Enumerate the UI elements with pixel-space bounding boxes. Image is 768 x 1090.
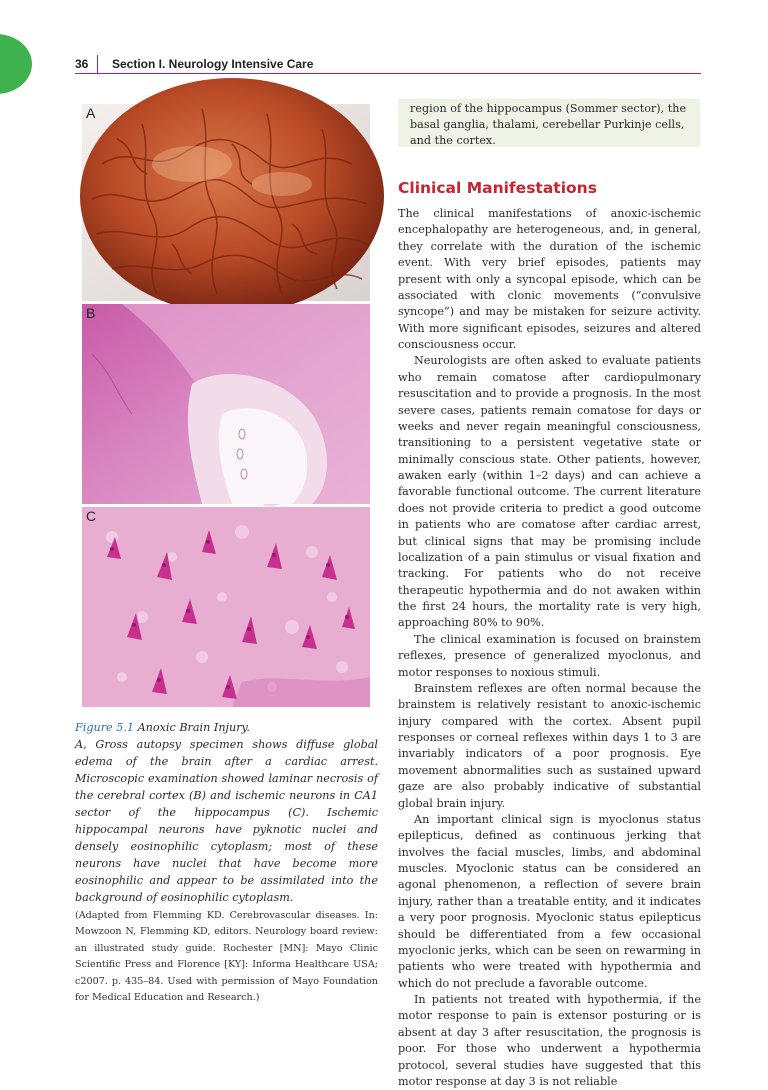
paragraph: Brainstem reflexes are often normal because the brainstem is relatively resistant to anoxic-ischemic injury compared with the cortex. Absent pupil responses or corneal reflexes within days 1 to 3 are invariably indicators of a poor prognosis. Eye movement abnormalities such as sustained upward gaze are also probably indicative of substantial global brain injury. xyxy=(398,681,701,810)
callout-box xyxy=(398,99,700,147)
figure-caption xyxy=(75,719,378,1006)
header-rule xyxy=(75,73,701,74)
figure-caption-title: Anoxic Brain Injury. xyxy=(137,721,250,734)
header-divider xyxy=(97,55,98,73)
section-title: Section I. Neurology Intensive Care xyxy=(112,57,314,71)
figure-caption-label: Figure 5.1 xyxy=(75,721,135,734)
paragraph: An important clinical sign is myoclonus status epilepticus, defined as continuous jerking that involves the facial muscles, limbs, and abdominal muscles. Myoclonic status can be considered an agonal phenomenon, a reflection of severe brain injury, rather than a treatable entity, and it indicates a very poor prognosis. Myoclonic status epilepticus should be differentiated from a few occasional myoclonic jerks, which can be seen on rewarming in patients who were treated with hypothermia and which do not preclude a favorable outcome. xyxy=(398,812,701,990)
figure-caption-body: A, Gross autopsy specimen shows diffuse global edema of the brain after a cardiac arrest. Microscopic examination showed laminar necrosis of the cerebral cortex (B) and ischemic neurons in CA1 sector of the hippocampus (C). Ischemic hippocampal neurons have pyknotic nuclei and densely eosinophilic cytoplasm; most of these neurons have nuclei that have become more eosinophilic and appear to be assimilated into the background of eosinophilic cytoplasm. xyxy=(75,738,378,904)
page-number: 36 xyxy=(75,57,89,71)
body-text xyxy=(398,206,701,1090)
paragraph: The clinical examination is focused on brainstem reflexes, presence of generalized myoclonus, and motor responses to noxious stimuli. xyxy=(398,632,701,679)
panel-b-label: B xyxy=(86,305,96,321)
running-header xyxy=(75,55,701,75)
callout-text: region of the hippocampus (Sommer sector), the basal ganglia, thalami, cerebellar Purkinje cells, and the cortex. xyxy=(410,102,687,147)
paragraph: The clinical manifestations of anoxic-ischemic encephalopathy are heterogeneous, and, in general, they correlate with the duration of the ischemic event. With very brief episodes, patients may present with only a syncopal episode, which can be associated with clonic movements (“convulsive syncope”) and may be mistaken for seizure activity. With more significant episodes, seizures and altered consciousness occur. xyxy=(398,207,701,351)
figure-panel-a-gross-brain xyxy=(82,104,370,301)
figure-panel-b-micrograph xyxy=(82,304,370,504)
panel-a-label: A xyxy=(86,105,96,121)
figure-caption-credit: (Adapted from Flemming KD. Cerebrovascular diseases. In: Mowzoon N, Flemming KD, editors. Neurology board review: an illustrated study guide. Rochester [MN]: Mayo Clinic Scientific Press and Florence [KY]: Informa Healthcare USA; c2007. p. 435–84. Used with permission of Mayo Foundation for Medical Education and Research.) xyxy=(75,910,378,1004)
section-heading: Clinical Manifestations xyxy=(398,179,597,197)
paragraph: In patients not treated with hypothermia, if the motor response to pain is extensor posturing or is absent at day 3 after resuscitation, the prognosis is poor. For those who underwent a hypothermia protocol, several studies have suggested that this motor response at day 3 is not reliable xyxy=(398,993,701,1088)
panel-c-label: C xyxy=(86,508,97,524)
chapter-tab-marker xyxy=(0,34,32,94)
paragraph: Neurologists are often asked to evaluate patients who remain comatose after cardiopulmonary resuscitation and to provide a prognosis. In the most severe cases, patients remain comatose for days or weeks and never regain meaningful consciousness, transitioning to a persistent vegetative state or minimally conscious state. Other patients, however, awaken early (within 1–2 days) and can achieve a favorable functional outcome. The current literature does not provide criteria to predict a good outcome in patients who are comatose after cardiac arrest, but clinical signs that may be promising include localization of a pain stimulus or visual fixation and tracking. For patients who do not receive therapeutic hypothermia and do not awaken within the first 24 hours, the mortality rate is very high, approaching 80% to 90%. xyxy=(398,354,701,630)
figure-panel-c-micrograph xyxy=(82,507,370,707)
